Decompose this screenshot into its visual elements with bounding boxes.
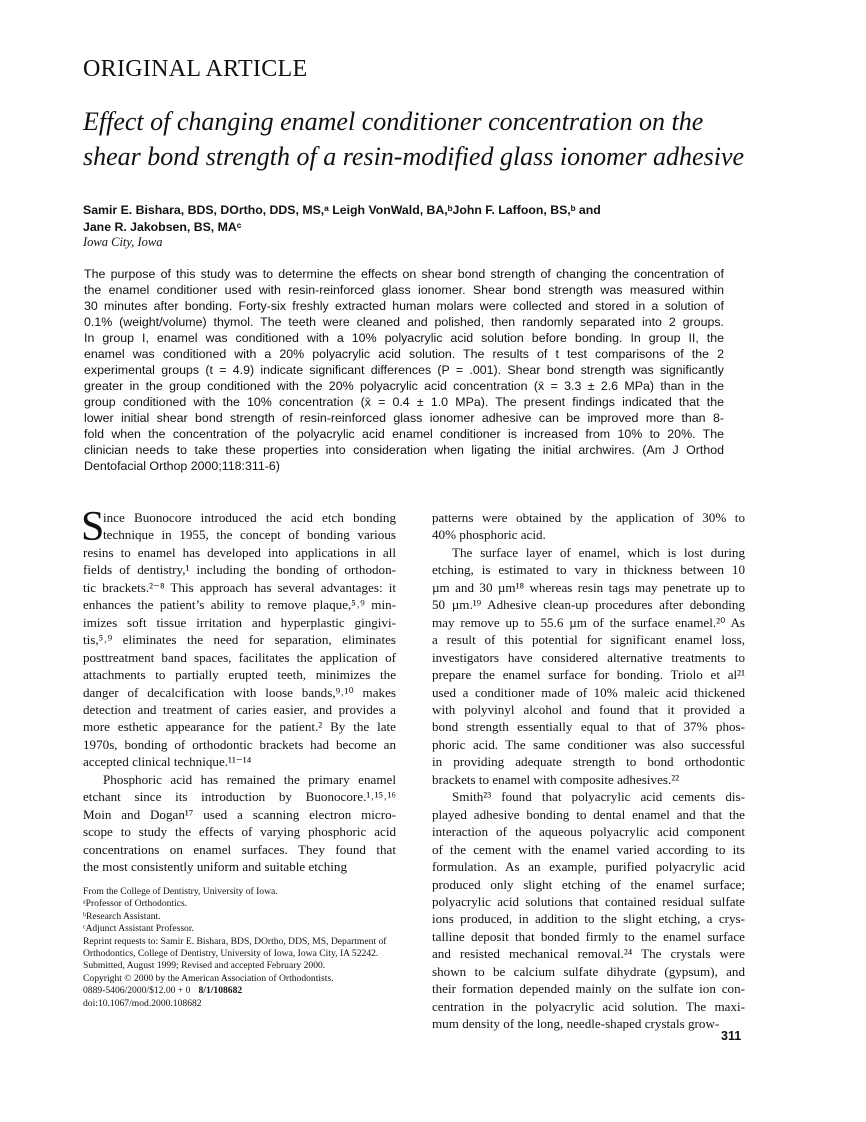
text-line: Dentofacial Orthop 2000;118:311-6)	[84, 459, 280, 473]
text-line: resins to enamel has developed into applications in all	[83, 544, 396, 560]
text-line: the most consistently uniform and suitable etching	[83, 859, 348, 875]
text-line: enamel was conditioned with a 20% polyacrylic acid solution. The results of t test comparisons of the 2	[84, 347, 724, 361]
text-line: 0.1% (weight/volume) thymol. The teeth were cleaned and polished, then randomly separated into 2 groups.	[84, 315, 724, 329]
text-line: greater in the group conditioned with the 20% polyacrylic acid concentration (x̄ = 3.3 ± 2.6 MPa) than in the	[84, 379, 724, 393]
text-line: µm and 30 µm¹⁸ whereas resin tags may penetrate up to	[432, 579, 745, 595]
text-line: imizes soft tissue irritation and hyperplastic gingivi-	[83, 614, 396, 630]
footnote-line	[83, 936, 413, 948]
text-line: bond strength essentially equal to that of 37% phos-	[432, 719, 745, 735]
text-line: enhances the patient’s ability to remove plaque,⁵˒⁹ min-	[83, 597, 396, 613]
text-line: 50 µm.¹⁹ Adhesive clean-up procedures after debonding	[432, 597, 745, 613]
text-line: etchant since its introduction by Buonocore.¹˒¹⁵˒¹⁶	[83, 789, 396, 805]
text-line: tic brackets.²⁻⁸ This approach has several advantages: it	[83, 579, 396, 595]
footnotes	[83, 886, 413, 1010]
text-line: interaction of the aqueous polyacrylic acid component	[432, 824, 745, 840]
text-line: patterns were obtained by the application of 30% to	[432, 510, 745, 525]
text-line: with polyvinyl alcohol and found that it provided a	[432, 701, 745, 717]
footnote-code: 8/1/108682	[198, 985, 243, 997]
footnote-line	[83, 923, 413, 935]
text-line: brackets to enamel with composite adhesives.²²	[432, 771, 680, 787]
text-line: and resisted mechanical removal.²⁴ The crystals were	[432, 946, 745, 962]
text-line: the enamel conditioner used with resin-reinforced glass ionomer. Shear bond strength was measured within	[84, 283, 724, 297]
text-line: ions produced, in addition to the slight etching, a crys-	[432, 911, 745, 927]
footnote-text: ᵃProfessor of Orthodontics.	[83, 898, 188, 910]
text-line: centration in the polyacrylic acid solution. The maxi-	[432, 998, 745, 1014]
footnote-text: 0889-5406/2000/$12.00 + 0	[83, 985, 191, 997]
text-line: produced only slight etching of the enamel surface;	[432, 876, 745, 892]
text-line: etching, is estimated to vary in thickness between 10	[432, 562, 745, 578]
text-line: investigators have considered alternative treatments to	[432, 649, 745, 665]
footnote-line	[83, 973, 413, 985]
text-line: their formation depended mainly on the sulfate ion con-	[432, 981, 745, 997]
text-line: phoric acid. The same conditioner was also successful	[432, 736, 745, 752]
author-location: Iowa City, Iowa	[83, 235, 163, 249]
text-line: In group I, enamel was conditioned with a 10% polyacrylic acid solution before bonding. In group II, the	[84, 331, 724, 345]
page-number: 311	[721, 1029, 742, 1043]
drop-cap: S	[81, 504, 105, 550]
footnote-line	[83, 960, 413, 972]
text-line: tis,⁵˒⁹ eliminates the need for separation, eliminates	[83, 632, 396, 648]
footnote-line	[83, 998, 413, 1010]
author-line: Jane R. Jakobsen, BS, MAᶜ	[83, 220, 242, 234]
text-line: a result of this potential for significant enamel loss,	[432, 632, 745, 648]
title-line: shear bond strength of a resin-modified glass ionomer adhesive	[83, 142, 745, 171]
body-column-left	[81, 504, 396, 876]
footnote-text: ᵇResearch Assistant.	[83, 910, 161, 922]
footnote-text: Submitted, August 1999; Revised and accepted February 2000.	[83, 960, 326, 972]
footnote-text: ᶜAdjunct Assistant Professor.	[83, 923, 194, 935]
text-line: fields of dentistry,¹ including the bonding of orthodon-	[83, 562, 396, 578]
text-line: Moin and Dogan¹⁷ used a scanning electron micro-	[83, 806, 396, 822]
text-line: 40% phosphoric acid.	[432, 527, 546, 543]
text-line: played adhesive bonding to dental enamel and that the	[432, 806, 745, 822]
text-line: The surface layer of enamel, which is lost during	[452, 544, 745, 560]
text-line: more esthetic appearance for the patient.² By the late	[83, 719, 396, 735]
footnote-line	[83, 948, 413, 960]
text-line: clinician needs to take these properties into consideration when ligating the initial archwires. (Am J Orthod	[84, 443, 724, 457]
article-title	[83, 104, 783, 174]
text-line: attachments to partially erupted teeth, minimizes the	[83, 667, 396, 683]
text-line: concentrations on enamel surfaces. They found that	[83, 841, 396, 857]
footnote-line	[83, 886, 413, 898]
text-line: group conditioned with the 10% concentration (x̄ = 0.4 ± 1.0 MPa). The present findings indicated that the	[84, 395, 724, 409]
footnote-text: Orthodontics, College of Dentistry, University of Iowa, Iowa City, IA 52242.	[83, 948, 379, 960]
text-line: 1970s, bonding of orthodontic brackets had become an	[83, 736, 396, 752]
text-line: technique in 1955, the concept of bonding various	[103, 527, 396, 543]
footnote-text: From the College of Dentistry, University of Iowa.	[83, 886, 278, 897]
text-line: prepare the enamel surface for bonding. Triolo et al²¹	[432, 667, 745, 683]
text-line: Smith²³ found that polyacrylic acid cements dis-	[452, 789, 745, 805]
text-line: danger of decalcification with loose bands,⁹˒¹⁰ makes	[83, 684, 396, 700]
text-line: of the cement with the enamel varied according to its	[432, 841, 745, 857]
title-line: Effect of changing enamel conditioner concentration on the	[83, 107, 704, 136]
footnote-line	[83, 898, 413, 910]
author-list	[83, 202, 601, 236]
text-line: accepted clinical technique.¹¹⁻¹⁴	[83, 754, 252, 770]
text-line: formulation. As an example, purified polyacrylic acid	[432, 859, 745, 875]
text-line: used a conditioner made of 10% maleic acid thickened	[432, 684, 745, 700]
text-line: fold when the concentration of the polyacrylic acid enamel conditioner is increased from 10% to 20%. The	[84, 427, 724, 441]
author-line: Samir E. Bishara, BDS, DOrtho, DDS, MS,ᵃ Leigh VonWald, BA,ᵇJohn F. Laffoon, BS,ᵇ and	[83, 203, 601, 217]
footnote-text: Reprint requests to: Samir E. Bishara, BDS, DOrtho, DDS, MS, Department of	[83, 935, 387, 947]
text-line: in providing adequate strength to bond orthodontic	[432, 754, 745, 770]
footnote-text: doi:10.1067/mod.2000.108682	[83, 997, 202, 1009]
text-line: polyacrylic acid solutions that contained residual sulfate	[432, 893, 745, 909]
text-line: scope to study the effects of varying phosphoric acid	[83, 824, 396, 840]
text-line: shown to be calcium sulfate dihydrate (gypsum), and	[432, 963, 745, 979]
text-line: Phosphoric acid has remained the primary enamel	[103, 771, 396, 787]
text-line: 30 minutes after bonding. Forty-six freshly extracted human molars were collected and stored in a solution of	[84, 299, 724, 313]
text-line: detection and treatment of caries easier, and provides a	[83, 701, 396, 717]
text-line: lower initial shear bond strength of resin-reinforced glass ionomer adhesive can be improved more than 8-	[84, 411, 724, 425]
text-line: may remove up to 55.6 µm of the surface enamel.²⁰ As	[432, 614, 745, 630]
footnote-line	[83, 985, 413, 997]
text-line: mum density of the long, needle-shaped crystals grow-	[432, 1016, 720, 1032]
text-line: ince Buonocore introduced the acid etch bonding	[103, 510, 396, 525]
body-column-right	[432, 509, 745, 1033]
abstract	[84, 266, 724, 474]
section-heading: ORIGINAL ARTICLE	[83, 56, 308, 82]
text-line: experimental groups (t = 4.9) indicate significant differences (P = .001). Shear bond strength was significantly	[84, 363, 724, 377]
text-line: posttreatment band spaces, facilitates the application of	[83, 649, 396, 665]
footnote-line	[83, 911, 413, 923]
text-line: The purpose of this study was to determine the effects on shear bond strength of changing the concentration of	[84, 267, 724, 281]
footnote-text: Copyright © 2000 by the American Association of Orthodontists.	[83, 972, 334, 984]
text-line: talline deposit that bonded firmly to the enamel surface	[432, 928, 745, 944]
